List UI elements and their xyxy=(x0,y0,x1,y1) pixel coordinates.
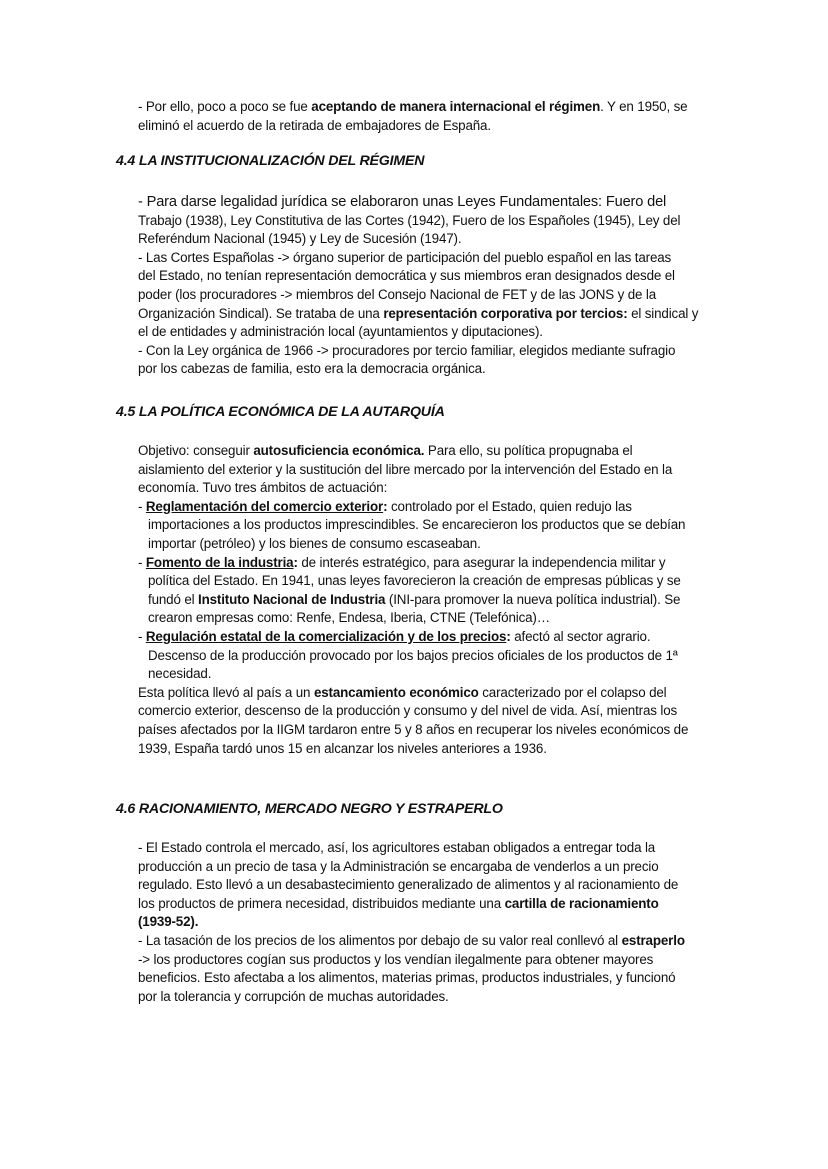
text-line: regulado. Esto llevó a un desabastecimiento generalizado de alimentos y al racionamiento de xyxy=(138,877,679,893)
text-run: Objetivo: conseguir xyxy=(138,443,254,458)
text-run: : xyxy=(293,554,298,570)
text-line xyxy=(138,591,728,610)
text-line xyxy=(138,684,728,703)
text-run: afectó al sector agrario. xyxy=(510,628,651,644)
text-line: Referéndum Nacional (1945) y Ley de Sucesión (1947). xyxy=(138,231,462,247)
bold-text: cartilla de racionamiento xyxy=(504,895,659,911)
bullet: - xyxy=(138,628,146,644)
text-line: por los cabezas de familia, esto era la democracia orgánica. xyxy=(138,361,486,377)
bold-text: Instituto Nacional de Industria xyxy=(198,591,386,607)
text-run: caracterizado por el colapso del xyxy=(478,684,667,700)
text-line: importar (petróleo) y los bienes de consumo escaseaban. xyxy=(148,535,481,551)
text-line: - Con la Ley orgánica de 1966 -> procuradores por tercio familiar, elegidos mediante sufragio xyxy=(138,342,676,358)
text-run: de interés estratégico, para asegurar la independencia militar y xyxy=(297,554,666,570)
text-line: importaciones a los productos imprescindibles. Se encarecieron los productos que se debían xyxy=(148,517,686,533)
text-line: eliminó el acuerdo de la retirada de embajadores de España. xyxy=(138,117,491,133)
text-line xyxy=(138,895,728,914)
text-run: Para ello, su política propugnaba el xyxy=(424,443,633,458)
text-line xyxy=(138,932,728,951)
text-line xyxy=(138,913,728,932)
text-run: Organización Sindical). Se trataba de una xyxy=(138,305,384,321)
heading-4-5: 4.5 LA POLÍTICA ECONÓMICA DE LA AUTARQUÍA xyxy=(116,404,445,420)
text-line xyxy=(138,628,728,647)
bold-text: (1939-52). xyxy=(138,914,199,930)
text-line xyxy=(138,305,728,324)
text-line: poder (los procuradores -> miembros del Consejo Nacional de FET y de las JONS y de la xyxy=(138,286,657,302)
paragraph-international-acceptance xyxy=(138,98,728,135)
text-line: economía. Tuvo tres ámbitos de actuación: xyxy=(138,480,388,496)
bold-underlined-text: Regulación estatal de la comercialización y de los precios xyxy=(145,628,507,644)
text-run: - Por ello, poco a poco se fue xyxy=(138,99,312,114)
text-run: . Y en 1950, se xyxy=(600,99,688,114)
text-run: : xyxy=(506,628,511,644)
paragraph-autarky xyxy=(138,442,728,758)
bold-text: representación corporativa por tercios: xyxy=(383,305,628,321)
text-line: Trabajo (1938), Ley Constitutiva de las Cortes (1942), Fuero de los Españoles (1945), Ley del xyxy=(138,212,681,228)
text-line: por la tolerancia y corrupción de muchas autoridades. xyxy=(138,988,449,1004)
paragraph-institutionalization xyxy=(138,193,728,379)
text-run: : xyxy=(383,498,388,514)
text-line xyxy=(138,554,728,573)
text-run: controlado por el Estado, quien redujo las xyxy=(387,498,632,514)
bullet: - xyxy=(138,554,146,570)
text-line: crearon empresas como: Renfe, Endesa, Iberia, CTNE (Telefónica)… xyxy=(148,610,550,626)
text-run: Esta política llevó al país a un xyxy=(138,684,314,700)
text-line xyxy=(138,442,728,461)
heading-4-6: 4.6 RACIONAMIENTO, MERCADO NEGRO Y ESTRAPERLO xyxy=(116,801,503,817)
text-line: países afectados por la IIGM tardaron entre 5 y 8 años en recuperar los niveles económicos de xyxy=(138,721,689,737)
text-line: -> los productores cogían sus productos y los vendían ilegalmente para obtener mayores xyxy=(138,951,654,967)
text-line: - El Estado controla el mercado, así, los agricultores estaban obligados a entregar toda la xyxy=(138,840,656,855)
bold-underlined-text: Fomento de la industria xyxy=(145,554,294,570)
text-line: comercio exterior, descenso de la producción y consumo y del nivel de vida. Así, mientras los xyxy=(138,703,678,719)
text-run: los productos de primera necesidad, distribuidos mediante una xyxy=(138,895,505,911)
text-line: Descenso de la producción provocado por los bajos precios oficiales de los productos de 1ª xyxy=(148,647,678,663)
text-line: del Estado, no tenían representación democrática y sus miembros eran designados desde el xyxy=(138,268,675,284)
text-line: beneficios. Esto afectaba a los alimentos, materias primas, productos industriales, y funcionó xyxy=(138,970,676,986)
text-run: el sindical y xyxy=(627,305,699,321)
paragraph-rationing xyxy=(138,839,728,1006)
text-line: el de entidades y administración local (ayuntamientos y diputaciones). xyxy=(138,324,543,340)
text-line: - Para darse legalidad jurídica se elaboraron unas Leyes Fundamentales: Fuero del xyxy=(138,194,667,210)
text-line: - Las Cortes Españolas -> órgano superior de participación del pueblo español en las tareas xyxy=(138,249,672,265)
text-line: necesidad. xyxy=(148,666,212,682)
text-run: - La tasación de los precios de los alimentos por debajo de su valor real conllevó al xyxy=(138,932,622,948)
bullet: - xyxy=(138,498,146,514)
bold-text: aceptando de manera internacional el régimen xyxy=(311,99,601,114)
text-line: política del Estado. En 1941, unas leyes favorecieron la creación de empresas públicas y se xyxy=(148,573,681,589)
text-run: (INI-para promover la nueva política industrial). Se xyxy=(385,591,681,607)
text-line: aislamiento del exterior y la sustitución del libre mercado por la intervención del Estado en la xyxy=(138,461,673,477)
text-line xyxy=(138,98,728,117)
bold-underlined-text: Reglamentación del comercio exterior xyxy=(145,498,384,514)
text-line: producción a un precio de tasa y la Administración se encargaba de venderlos a un precio xyxy=(138,858,659,874)
bold-text: estancamiento económico xyxy=(313,684,479,700)
text-run: fundó el xyxy=(148,591,199,607)
heading-4-4: 4.4 LA INSTITUCIONALIZACIÓN DEL RÉGIMEN xyxy=(116,153,425,169)
bold-text: estraperlo xyxy=(621,932,685,948)
text-line: 1939, España tardó unos 15 en alcanzar los niveles anteriores a 1936. xyxy=(138,740,547,756)
bold-text: autosuficiencia económica. xyxy=(253,443,425,458)
text-line xyxy=(138,498,728,517)
